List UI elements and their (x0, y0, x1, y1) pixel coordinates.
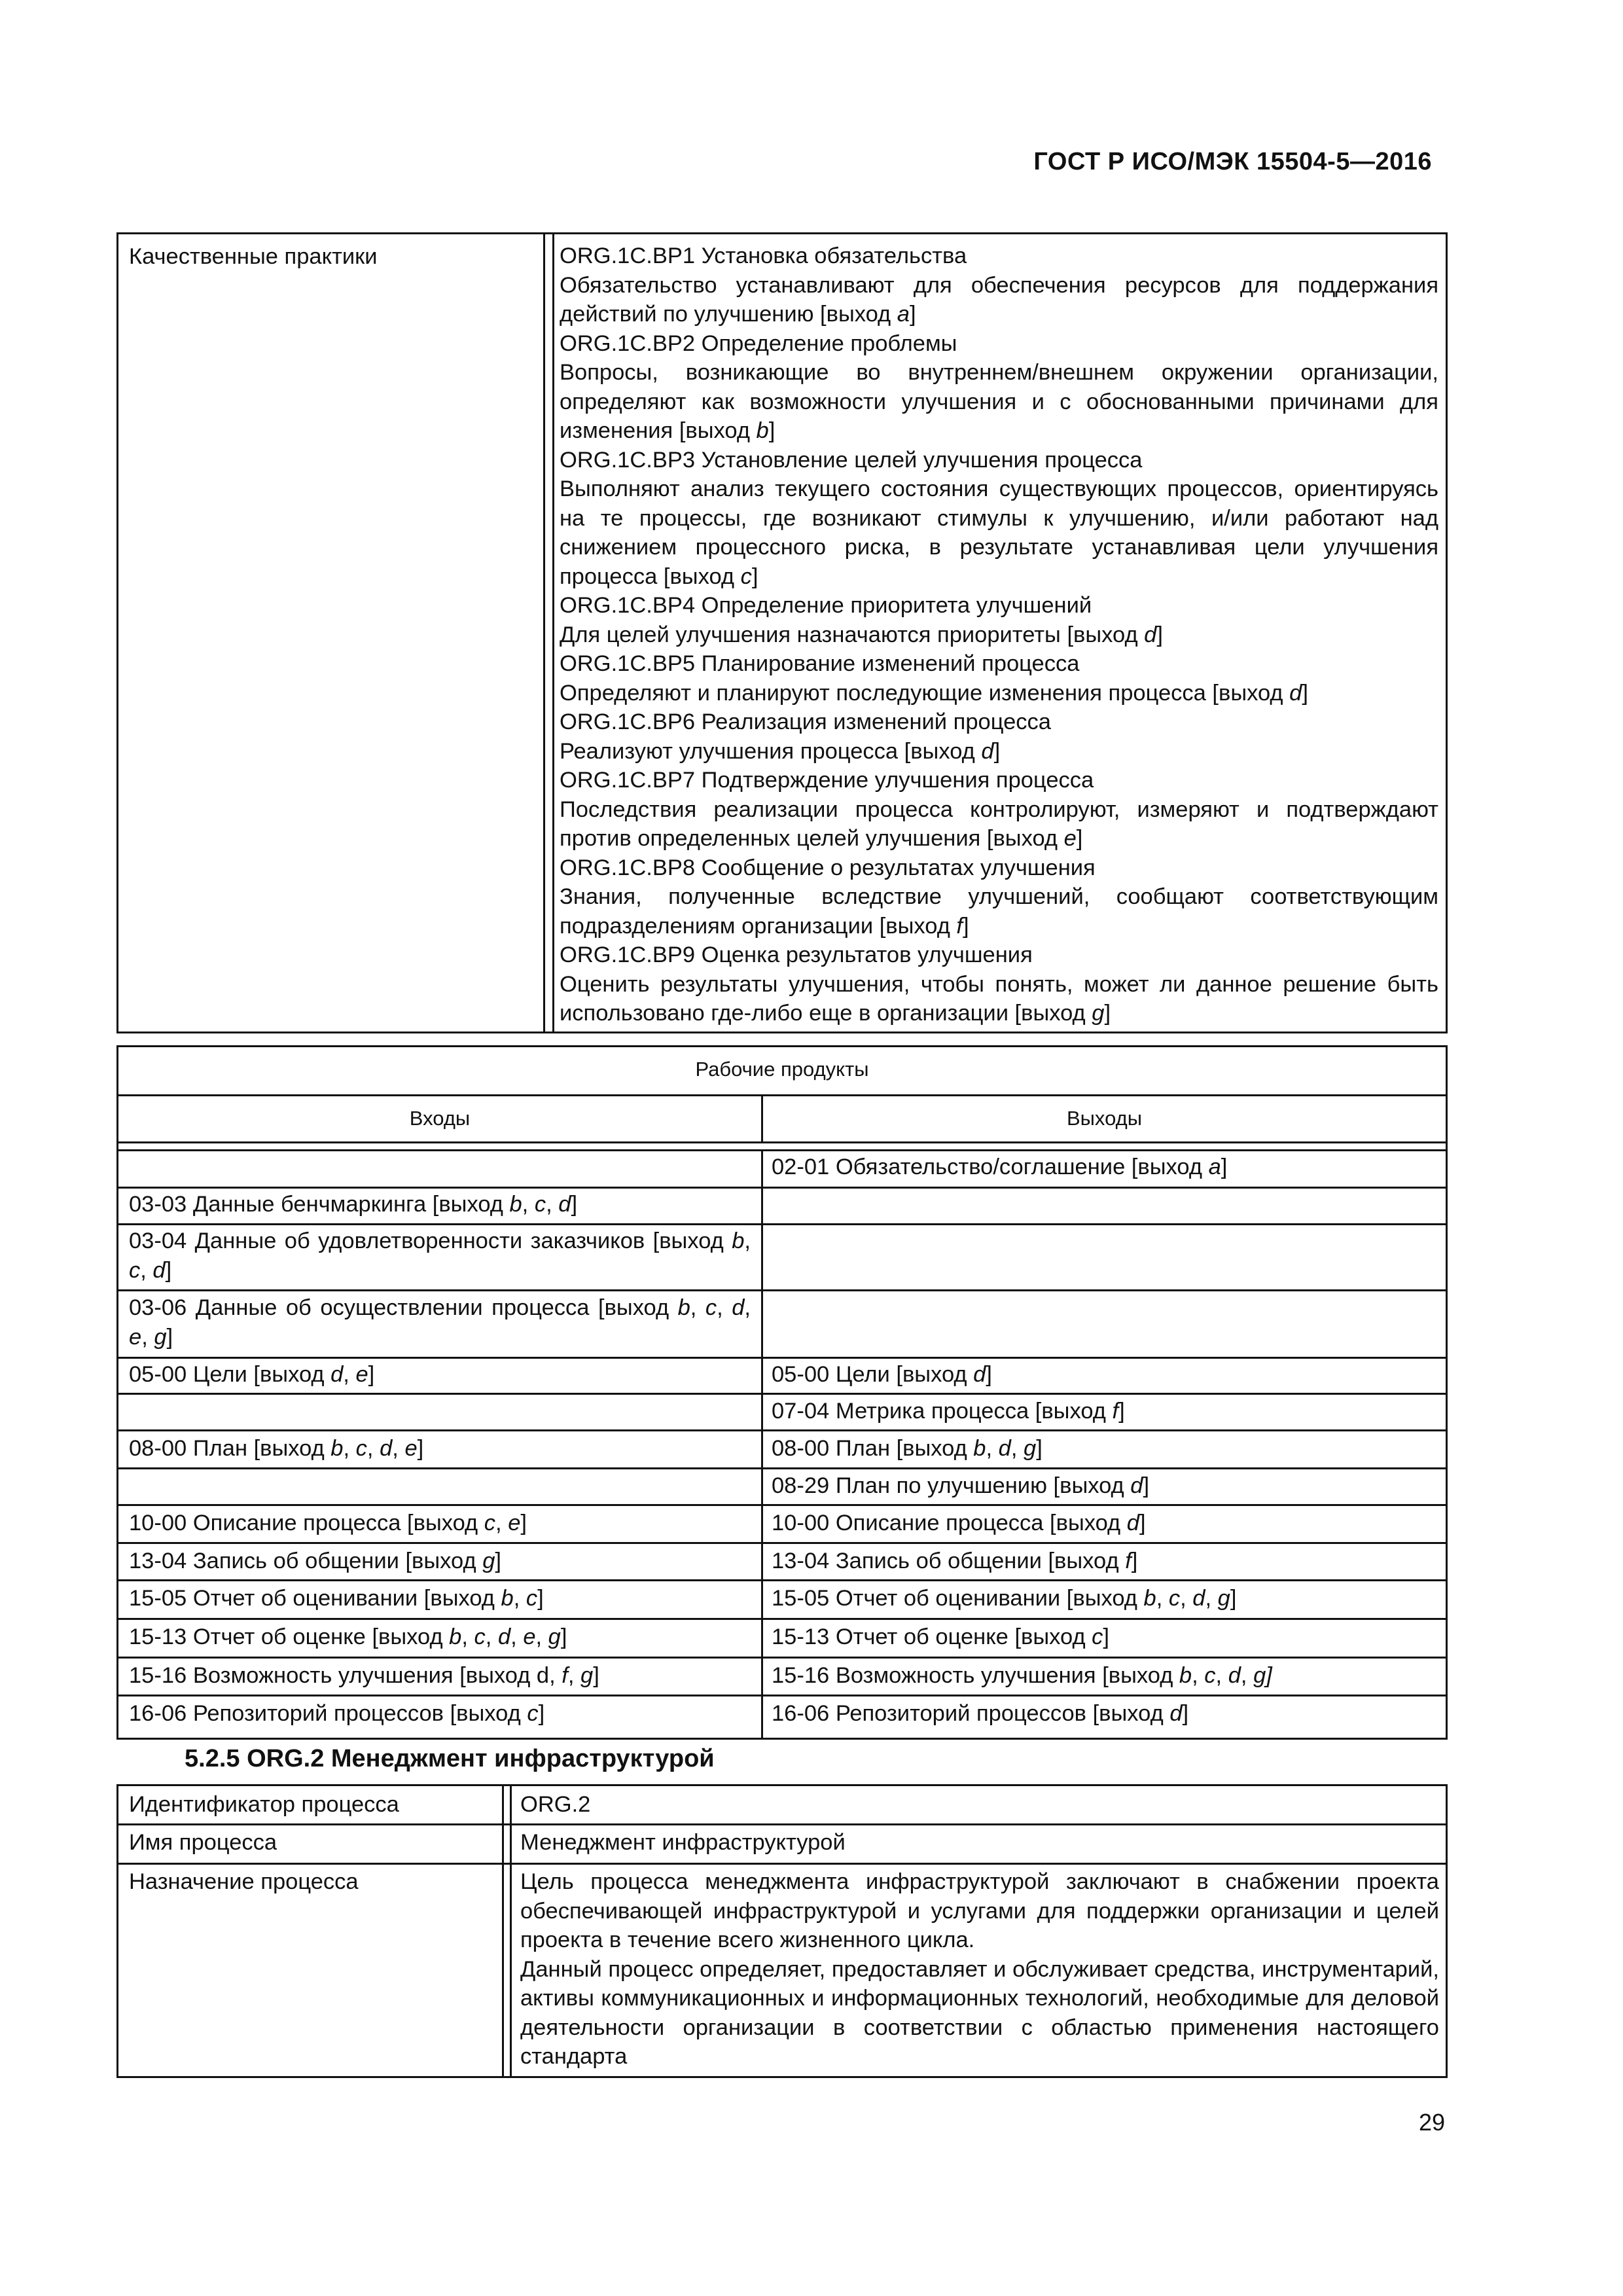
process-purpose-label: Назначение процесса (129, 1869, 359, 1894)
practice-title: ORG.1C.BP8 Сообщение о результатах улучшения (560, 855, 1096, 880)
output-cell: 15-13 Отчет об оценке [выход c] (772, 1624, 1110, 1649)
process-table (116, 1784, 1448, 2078)
practice-title: ORG.1C.BP2 Определение проблемы (560, 331, 957, 356)
row-divider (118, 1618, 1446, 1620)
row-divider (118, 1357, 1446, 1359)
input-cell: 03-04 Данные об удовлетворенности заказчиков [выход b, c, d] (129, 1229, 751, 1283)
process-purpose-text (520, 1867, 1439, 2072)
input-cell: 03-06 Данные об осуществлении процесса [выход b, c, d, e, g] (129, 1295, 751, 1350)
practice-description: Знания, полученные вследствие улучшений, сообщают соответствующим подразделениям организации [выход f] (560, 884, 1438, 939)
inputs-header: Входы (409, 1107, 471, 1130)
row-divider (118, 1657, 1446, 1659)
practice-description: Определяют и планируют последующие изменения процесса [выход d] (560, 680, 1308, 706)
outputs-header: Выходы (1066, 1107, 1143, 1130)
practice-description: Обязательство устанавливают для обеспечения ресурсов для поддержания действий по улучшению [выход a] (560, 272, 1438, 327)
practices-list (560, 242, 1438, 1028)
purpose-paragraph: Цель процесса менеджмента инфраструктурой заключают в снабжении проекта обеспечивающей инфраструктурой и услугами для поддержки организации и целей проекта в течение всего жизненного цикла. (520, 1869, 1439, 1952)
row-divider (118, 1542, 1446, 1544)
output-cell: 13-04 Запись об общении [выход f] (772, 1549, 1138, 1573)
work-products-title: Рабочие продукты (695, 1058, 869, 1081)
row-divider (118, 1579, 1446, 1581)
output-cell: 08-29 План по улучшению [выход d] (772, 1473, 1150, 1498)
row-divider (118, 1823, 1446, 1825)
output-cell: 05-00 Цели [выход d] (772, 1362, 992, 1387)
row-divider (118, 1504, 1446, 1506)
row-divider (118, 1094, 1446, 1096)
input-cell: 16-06 Репозиторий процессов [выход c] (129, 1701, 545, 1726)
output-cell: 15-05 Отчет об оценивании [выход b, c, d, g] (772, 1586, 1237, 1611)
process-name-label: Имя процесса (129, 1830, 277, 1855)
row-divider (118, 1289, 1446, 1291)
purpose-paragraph: Данный процесс определяет, предоставляет и обслуживает средства, инструментарий, активы коммуникационных и информационных технологий, необходимые для деловой деятельности организации в соответствии с областью применения настоящего стандарта (520, 1956, 1439, 2069)
output-cell: 16-06 Репозиторий процессов [выход d] (772, 1701, 1189, 1726)
process-name-value: Менеджмент инфраструктурой (520, 1830, 846, 1855)
practice-title: ORG.1C.BP6 Реализация изменений процесса (560, 709, 1051, 734)
output-cell: 15-16 Возможность улучшения [выход b, c, d, g] (772, 1663, 1272, 1688)
page-number: 29 (1418, 2109, 1445, 2136)
row-divider (118, 1429, 1446, 1431)
row-divider (118, 1863, 1446, 1865)
document-code: ГОСТ Р ИСО/МЭК 15504-5—2016 (1033, 148, 1432, 175)
practices-table (116, 232, 1448, 1033)
process-id-label: Идентификатор процесса (129, 1792, 399, 1817)
practice-description: Оценить результаты улучшения, чтобы понять, может ли данное решение быть использовано где-либо еще в организации [выход g] (560, 971, 1438, 1026)
input-cell: 10-00 Описание процесса [выход c, e] (129, 1511, 527, 1535)
output-cell: 10-00 Описание процесса [выход d] (772, 1511, 1146, 1535)
output-cell: 02-01 Обязательство/соглашение [выход a] (772, 1155, 1228, 1179)
column-divider (552, 234, 554, 1031)
column-divider (543, 234, 545, 1031)
section-heading: 5.2.5 ORG.2 Менеджмент инфраструктурой (185, 1745, 715, 1772)
practice-description: Последствия реализации процесса контролируют, измеряют и подтверждают против определенных целей улучшения [выход e] (560, 797, 1438, 851)
practice-title: ORG.1C.BP7 Подтверждение улучшения процесса (560, 768, 1094, 793)
process-id-value: ORG.2 (520, 1792, 591, 1817)
practice-description: Реализуют улучшения процесса [выход d] (560, 738, 1001, 764)
input-cell: 13-04 Запись об общении [выход g] (129, 1549, 501, 1573)
input-cell: 05-00 Цели [выход d, e] (129, 1362, 375, 1387)
row-divider (118, 1467, 1446, 1469)
work-products-table (116, 1045, 1448, 1740)
input-cell: 08-00 План [выход b, c, d, e] (129, 1436, 424, 1461)
column-divider (502, 1786, 504, 2076)
practice-description: Выполняют анализ текущего состояния существующих процессов, ориентируясь на те процессы, где возникают стимулы к улучшению, и/или работают над снижением процессного риска, в результате устанавливая цели улучшения процесса [выход c] (560, 476, 1438, 589)
column-divider (761, 1094, 763, 1141)
practices-label: Качественные практики (129, 244, 378, 269)
input-cell: 15-16 Возможность улучшения [выход d, f, g] (129, 1663, 599, 1688)
practice-title: ORG.1C.BP5 Планирование изменений процесса (560, 651, 1080, 676)
row-divider (118, 1141, 1446, 1143)
output-cell: 08-00 План [выход b, d, g] (772, 1436, 1043, 1461)
practice-description: Для целей улучшения назначаются приоритеты [выход d] (560, 622, 1163, 647)
practice-title: ORG.1C.BP9 Оценка результатов улучшения (560, 942, 1033, 967)
practice-description: Вопросы, возникающие во внутреннем/внешнем окружении организации, определяют как возможности улучшения и с обоснованными причинами для изменения [выход b] (560, 360, 1438, 443)
row-divider (118, 1187, 1446, 1189)
row-divider (118, 1393, 1446, 1395)
row-divider (118, 1223, 1446, 1225)
column-divider (761, 1149, 763, 1738)
input-cell: 15-13 Отчет об оценке [выход b, c, d, e, g] (129, 1624, 567, 1649)
input-cell: 15-05 Отчет об оценивании [выход b, c] (129, 1586, 544, 1611)
row-divider (118, 1149, 1446, 1151)
row-divider (118, 1695, 1446, 1696)
column-divider (510, 1786, 512, 2076)
practice-title: ORG.1C.BP3 Установление целей улучшения процесса (560, 447, 1143, 473)
input-cell: 03-03 Данные бенчмаркинга [выход b, c, d] (129, 1192, 578, 1217)
output-cell: 07-04 Метрика процесса [выход f] (772, 1399, 1125, 1424)
practice-title: ORG.1C.BP1 Установка обязательства (560, 243, 967, 268)
practice-title: ORG.1C.BP4 Определение приоритета улучшений (560, 593, 1092, 618)
